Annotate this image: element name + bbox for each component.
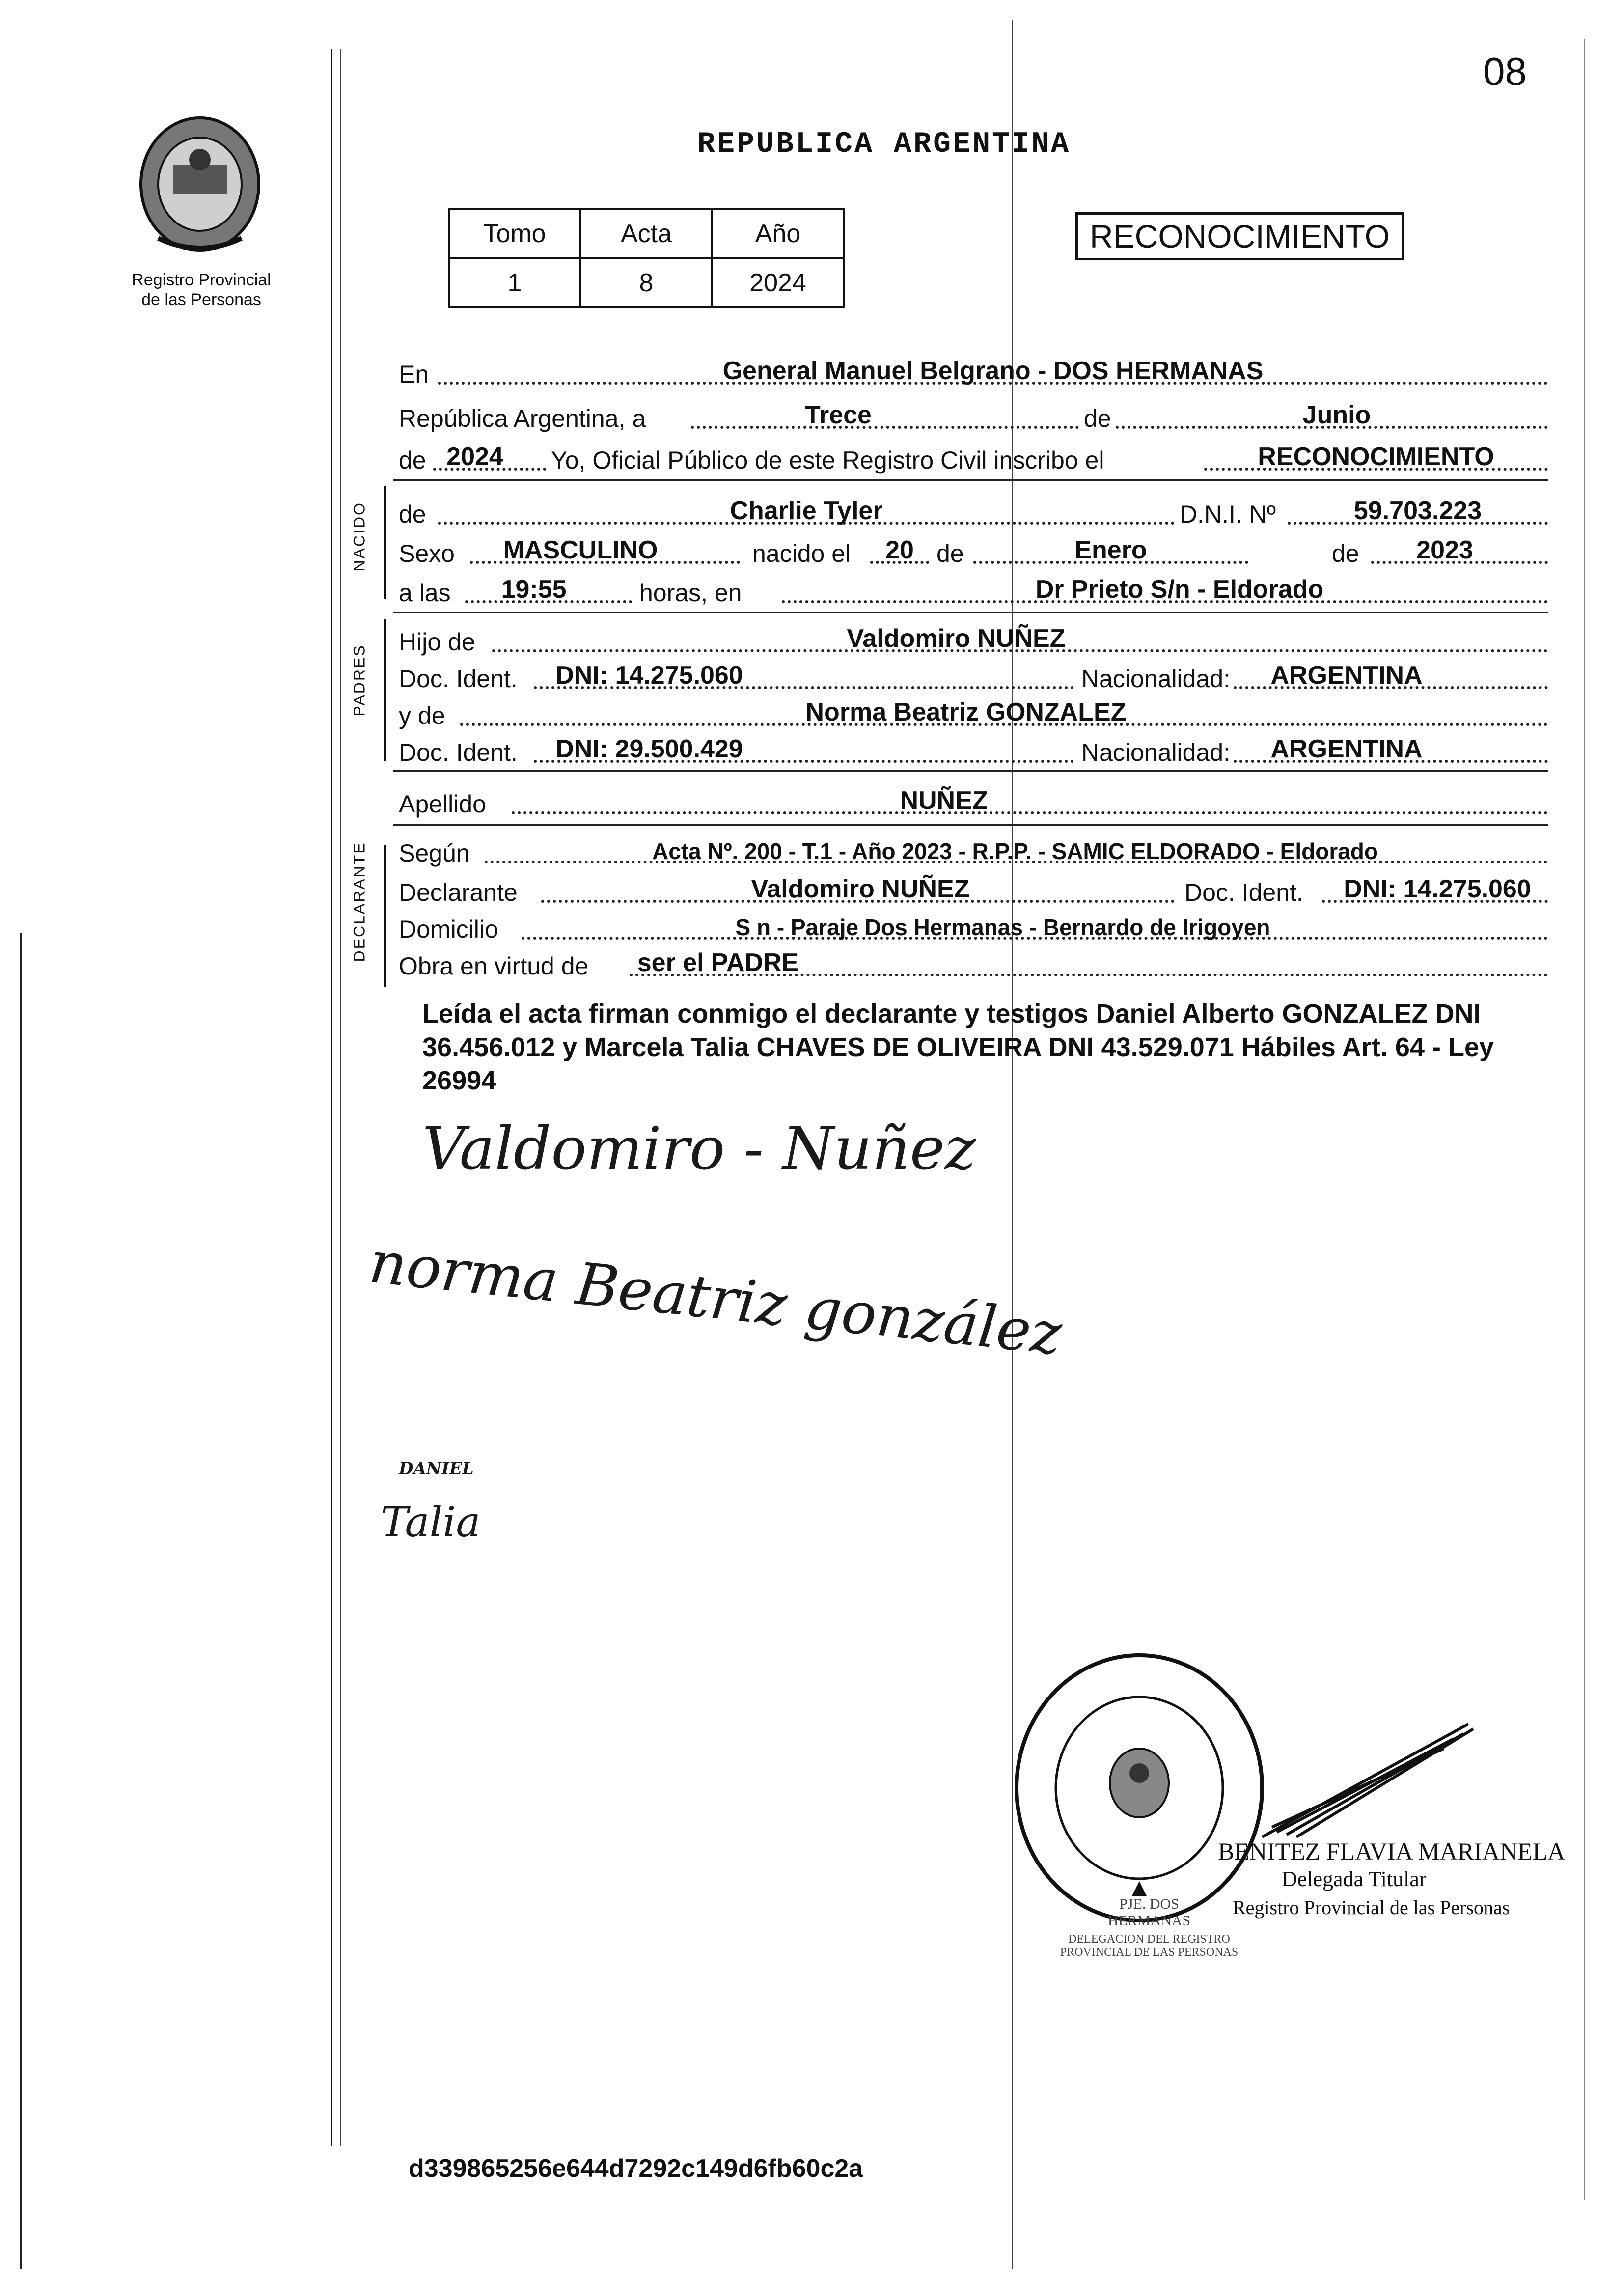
line-father: [399, 624, 1548, 658]
line-mother-doc: [399, 734, 1548, 769]
label-de: de: [399, 501, 426, 528]
label-de: de: [936, 540, 964, 567]
line-date: [399, 400, 1548, 435]
line-segun: [399, 835, 1548, 869]
table-header-ano: Año: [712, 209, 844, 258]
section-rule: [393, 770, 1548, 772]
registry-name: [113, 270, 290, 309]
value-domicilio: S n - Paraje Dos Hermanas - Bernardo de Irigoyen: [735, 915, 1270, 940]
value-place: General Manuel Belgrano - DOS HERMANAS: [722, 357, 1264, 385]
label-y-de: y de: [399, 702, 445, 729]
official-org: Registro Provincial de las Personas: [1233, 1896, 1510, 1919]
line-obra: [399, 948, 1548, 982]
page-number: 08: [1483, 50, 1527, 93]
table-header-acta: Acta: [580, 209, 712, 258]
value-mother-name: Norma Beatriz GONZALEZ: [805, 698, 1127, 726]
signature-witness: Talia: [381, 1498, 481, 1546]
value-mother-nationality: ARGENTINA: [1270, 735, 1423, 763]
label-sexo: Sexo: [399, 540, 455, 567]
province-logo: [129, 111, 271, 258]
section-rule: [393, 824, 1548, 826]
seal-icon: [1012, 1650, 1267, 1925]
value-apellido: NUÑEZ: [900, 786, 988, 815]
label-doc-ident: Doc. Ident.: [399, 739, 518, 766]
margin-rule-right: [1584, 39, 1585, 2200]
label-de: de: [1084, 405, 1111, 432]
official-signature-scribble: [1257, 1719, 1483, 1847]
value-obra: ser el PADRE: [637, 948, 799, 977]
value-segun: Acta Nº. 200 - T.1 - Año 2023 - R.P.P. - SAMIC ELDORADO - Eldorado: [652, 838, 1378, 864]
label-declarante: Declarante: [399, 879, 518, 906]
page-title: REPUBLICA ARGENTINA: [697, 128, 1071, 161]
label-domicilio: Domicilio: [399, 916, 498, 943]
value-child-dni: 59.703.223: [1353, 497, 1482, 525]
label-dni: D.N.I. Nº: [1180, 501, 1276, 528]
value-birth-place: Dr Prieto S/n - Eldorado: [1035, 575, 1324, 604]
value-birth-year: 2023: [1416, 536, 1473, 564]
label-apellido: Apellido: [399, 790, 486, 818]
margin-rule-left: [331, 49, 332, 2146]
misiones-shield-icon: [129, 111, 271, 258]
value-month: Junio: [1302, 401, 1371, 429]
registry-line-2: de las Personas: [141, 290, 261, 309]
value-father-nationality: ARGENTINA: [1270, 661, 1423, 690]
section-label-declarante: DECLARANTE: [350, 841, 368, 962]
value-day: Trece: [805, 401, 872, 429]
table-value-acta: 8: [580, 258, 712, 307]
value-act-inscribed: RECONOCIMIENTO: [1258, 443, 1494, 471]
value-birth-month: Enero: [1074, 536, 1147, 564]
label-horas: horas, en: [639, 579, 742, 607]
seal-center-text: PJE. DOS HERMANAS: [1107, 1896, 1191, 1929]
section-label-padres: PADRES: [350, 644, 368, 717]
line-domicilio: [399, 911, 1548, 946]
scan-edge-left: [20, 933, 22, 2269]
official-title: Delegada Titular: [1282, 1867, 1427, 1891]
bracket-declarante: [384, 845, 386, 987]
line-place: [399, 356, 1548, 390]
label-nacionalidad: Nacionalidad:: [1081, 739, 1230, 766]
signature-declarante: Valdomiro - Nuñez: [422, 1115, 976, 1183]
label-nacionalidad: Nacionalidad:: [1081, 665, 1230, 693]
value-declarante-doc: DNI: 14.275.060: [1344, 875, 1531, 903]
signing-legend: Leída el acta firman conmigo el declarante y testigos Daniel Alberto GONZALEZ DNI 36.456.012 y Marcela Talia CHAVES DE OLIVEIRA DNI 43.529.071 Hábiles Art. 64 - Ley 26994: [422, 999, 1494, 1095]
label-de: de: [1332, 540, 1359, 567]
label-yo: Yo, Oficial Público de este Registro Civil inscribo el: [551, 446, 1104, 474]
official-seal: [1012, 1650, 1267, 1925]
label-doc-ident: Doc. Ident.: [1184, 879, 1303, 906]
line-apellido: [399, 786, 1548, 820]
line-year: [399, 442, 1548, 476]
seal-ring-text: DELEGACION DEL REGISTRO PROVINCIAL DE LAS PERSONAS: [1060, 1933, 1239, 1959]
value-birth-time: 19:55: [501, 575, 567, 604]
act-type-box: RECONOCIMIENTO: [1075, 212, 1404, 260]
line-nacido-name: [399, 496, 1548, 530]
value-father-doc: DNI: 14.275.060: [555, 661, 743, 690]
line-declarante: [399, 874, 1548, 909]
table-value-tomo: 1: [449, 258, 580, 307]
section-rule: [393, 612, 1548, 613]
value-declarante-name: Valdomiro NUÑEZ: [751, 875, 970, 903]
official-name: BENITEZ FLAVIA MARIANELA: [1218, 1837, 1566, 1865]
label-doc-ident: Doc. Ident.: [399, 665, 518, 693]
official-signature: [1257, 1719, 1483, 1847]
bracket-nacido: [384, 486, 386, 599]
line-mother: [399, 697, 1548, 732]
registry-table: [448, 208, 845, 308]
line-nacido-sex: [399, 535, 1548, 570]
label-segun: Según: [399, 839, 470, 867]
section-rule: [393, 479, 1548, 481]
value-mother-doc: DNI: 29.500.429: [555, 735, 743, 763]
value-sex: MASCULINO: [503, 536, 658, 564]
registry-line-1: Registro Provincial: [132, 271, 271, 289]
margin-rule-left-inner: [340, 49, 341, 2146]
document-hash: d339865256e644d7292c149d6fb60c2a: [409, 2154, 863, 2183]
section-label-nacido: NACIDO: [350, 501, 368, 572]
bracket-padres: [384, 619, 386, 761]
label-nacido-el: nacido el: [752, 540, 851, 567]
table-value-ano: 2024: [712, 258, 844, 307]
line-nacido-time: [399, 575, 1548, 609]
label-a-las: a las: [399, 579, 451, 607]
signature-mother: norma Beatriz gonzález: [366, 1228, 1065, 1368]
table-header-tomo: Tomo: [449, 209, 580, 258]
label-republica: República Argentina, a: [399, 405, 646, 432]
label-obra: Obra en virtud de: [399, 952, 589, 980]
value-father-name: Valdomiro NUÑEZ: [847, 624, 1066, 653]
label-en: En: [399, 361, 429, 388]
value-child-name: Charlie Tyler: [730, 497, 883, 525]
label-hijo-de: Hijo de: [399, 628, 475, 656]
value-birth-day: 20: [885, 536, 914, 564]
value-year: 2024: [446, 443, 503, 471]
signature-witness-name: DANIEL: [399, 1459, 474, 1478]
line-father-doc: [399, 661, 1548, 695]
label-de-year: de: [399, 446, 426, 474]
